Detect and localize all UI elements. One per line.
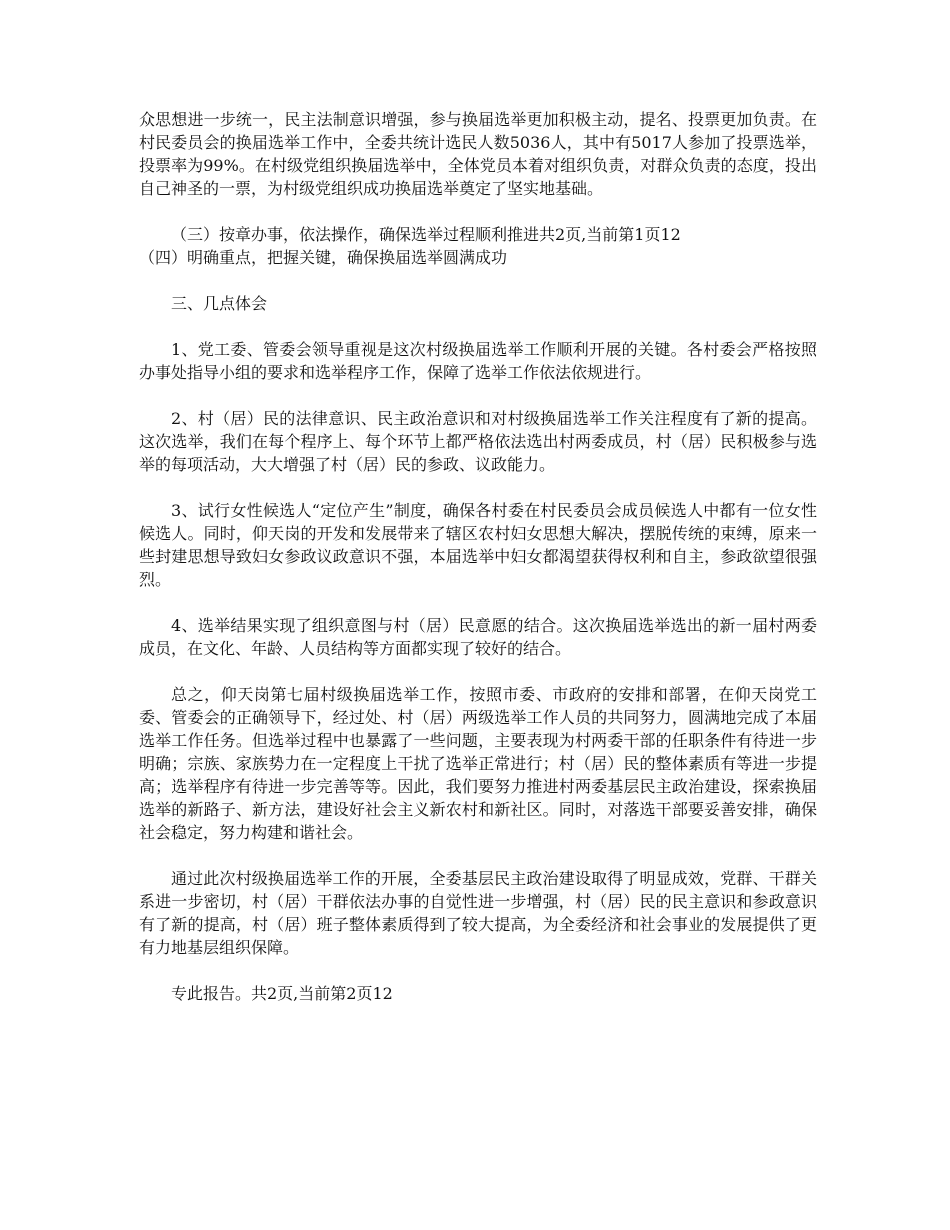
paragraph-point-2: 2、村（居）民的法律意识、民主政治意识和对村级换届选举工作关注程度有了新的提高。这次选举，我们在每个程序上、每个环节上都严格依法选出村两委成员，村（居）民积极参与选举的每项活动，大大增强了村（居）民的参政、议政能力。 <box>139 409 817 474</box>
paragraph-conclusion: 通过此次村级换届选举工作的开展，全委基层民主政治建设取得了明显成效，党群、干群关系进一步密切，村（居）干群依法办事的自觉性进一步增强，村（居）民的民主意识和参政意识有了新的提高，村（居）班子整体素质得到了较大提高，为全委经济和社会事业的发展提供了更有力地基层组织保障。 <box>139 869 817 957</box>
document-body <box>139 108 817 1028</box>
paragraph-section-three-four: （三）按章办事，依法操作，确保选举过程顺利推进共2页,当前第1页12 （四）明确重点，把握关键，确保换届选举圆满成功 <box>139 225 681 267</box>
paragraph-point-4: 4、选举结果实现了组织意图与村（居）民意愿的结合。这次换届选举选出的新一届村两委成员，在文化、年龄、人员结构等方面都实现了较好的结合。 <box>139 616 817 658</box>
paragraph-point-1: 1、党工委、管委会领导重视是这次村级换届选举工作顺利开展的关键。各村委会严格按照办事处指导小组的要求和选举程序工作，保障了选举工作依法依规进行。 <box>139 340 817 382</box>
paragraph-point-3: 3、试行女性候选人“定位产生”制度，确保各村委在村民委员会成员候选人中都有一位女性候选人。同时，仰天岗的开发和发展带来了辖区农村妇女思想大解决，摆脱传统的束缚，原来一些封建思想导致妇女参政议政意识不强，本届选举中妇女都渴望获得权利和自主，参政欲望很强烈。 <box>139 501 817 589</box>
section-heading: 三、几点体会 <box>171 294 268 313</box>
paragraph-closing: 专此报告。共2页,当前第2页12 <box>171 984 393 1003</box>
paragraph-continuation: 众思想进一步统一，民主法制意识增强，参与换届选举更加积极主动，提名、投票更加负责。在村民委员会的换届选举工作中，全委共统计选民人数5036人，其中有5017人参加了投票选举，投票率为99%。在村级党组织换届选举中，全体党员本着对组织负责，对群众负责的态度，投出自己神圣的一票，为村级党组织成功换届选举奠定了坚实地基础。 <box>139 110 817 198</box>
paragraph-summary: 总之，仰天岗第七届村级换届选举工作，按照市委、市政府的安排和部署，在仰天岗党工委、管委会的正确领导下，经过处、村（居）两级选举工作人员的共同努力，圆满地完成了本届选举工作任务。但选举过程中也暴露了一些问题，主要表现为村两委干部的任职条件有待进一步明确；宗族、家族势力在一定程度上干扰了选举正常进行；村（居）民的整体素质有等进一步提高；选举程序有待进一步完善等等。因此，我们要努力推进村两委基层民主政治建设，探索换届选举的新路子、新方法，建设好社会主义新农村和新社区。同时，对落选干部要妥善安排，确保社会稳定，努力构建和谐社会。 <box>139 685 817 842</box>
